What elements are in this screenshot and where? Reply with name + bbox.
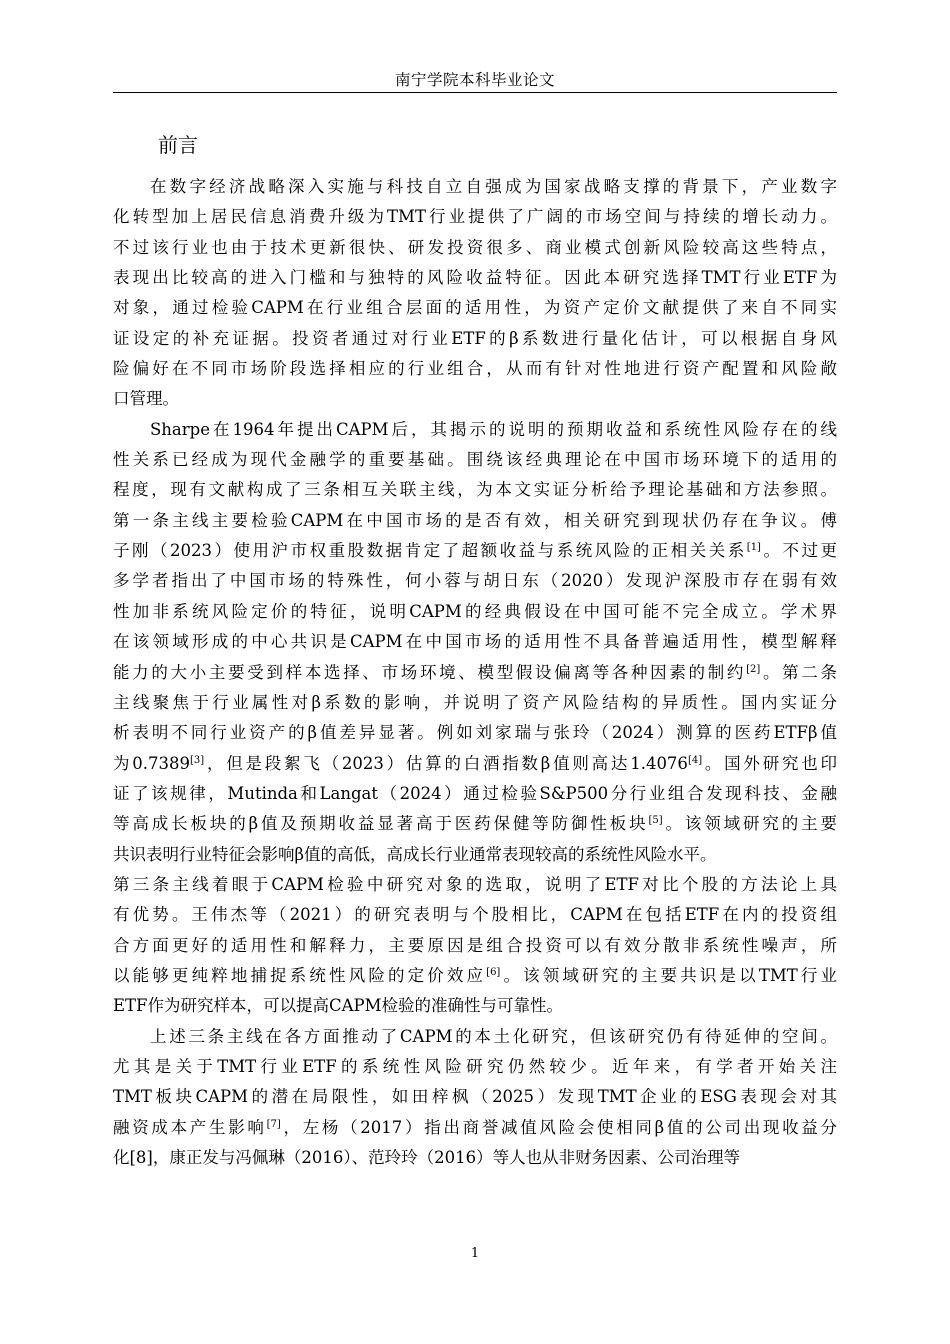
citation-marker: [4] <box>687 754 703 766</box>
citation-marker: [6] <box>486 966 501 978</box>
line-text: 证设定的补充证据。投资者通过对行业ETF的β系数进行量化估计，可以根据自身风 <box>113 328 837 348</box>
citation-marker: [3] <box>190 754 205 766</box>
text-line <box>113 1113 837 1143</box>
text-line <box>113 779 837 809</box>
text-line <box>113 384 837 414</box>
line-text: 以能够更纯粹地捕捉系统性风险的定价效应 <box>113 965 487 985</box>
line-text: 。不过更 <box>760 541 838 561</box>
text-line <box>113 263 837 293</box>
line-text: 等高成长板块的β值及预期收益显著高于医药保健等防御性板块 <box>113 814 649 834</box>
line-text: 对象，通过检验CAPM在行业组合层面的适用性，为资产定价文献提供了来自不同实 <box>113 298 837 318</box>
citation-marker: [2] <box>746 663 761 675</box>
line-text: 性加非系统风险定价的特征，说明CAPM的经典假设在中国可能不完全成立。学术界 <box>113 601 837 621</box>
line-text: 证了该规律，Mutinda和Langat（2024）通过检验S&P500分行业组合发现科技、金融 <box>113 783 837 803</box>
citation-marker: [5] <box>648 815 663 827</box>
text-line <box>113 627 837 657</box>
text-line <box>113 961 837 991</box>
line-text: TMT板块CAPM的潜在局限性，如田梓枫（2025）发现TMT企业的ESG表现会对其 <box>113 1087 837 1107</box>
line-text: 程度，现有文献构成了三条相互关联主线，为本文实证分析给予理论基础和方法参照。 <box>113 480 837 500</box>
body-text <box>113 172 837 1173</box>
text-line <box>113 1052 837 1082</box>
text-line <box>113 1022 837 1052</box>
line-text: 。第二条 <box>760 662 838 682</box>
line-text: ETF作为研究样本，可以提高CAPM检验的准确性与可靠性。 <box>113 996 564 1016</box>
text-line <box>113 840 837 870</box>
paragraph <box>113 172 837 415</box>
line-text: ，但是段絮飞（2023）估算的白酒指数β值则高达1.4076 <box>204 753 688 773</box>
line-text: 主线聚焦于行业属性对β系数的影响，并说明了资产风险结构的异质性。国内实证分 <box>113 692 837 712</box>
text-line <box>113 1143 837 1173</box>
line-text: 上述三条主线在各方面推动了CAPM的本土化研究，但该研究仍有待延伸的空间。 <box>150 1026 837 1046</box>
text-line <box>113 475 837 505</box>
text-line <box>113 172 837 202</box>
header-rule <box>113 92 837 93</box>
text-line <box>113 506 837 536</box>
section-title: 前言 <box>158 133 198 157</box>
citation-marker: [7] <box>266 1118 281 1130</box>
line-text: 子刚（2023）使用沪市权重股数据肯定了超额收益与系统风险的正相关关系 <box>113 541 747 561</box>
line-text: 合方面更好的适用性和解释力，主要原因是组合投资可以有效分散非系统性噪声，所 <box>113 935 837 955</box>
text-line <box>113 718 837 748</box>
line-text: 险偏好在不同市场阶段选择相应的行业组合，从而有针对性地进行资产配置和风险敞 <box>113 359 837 379</box>
line-text: 口管理。 <box>113 389 179 409</box>
page-number: 1 <box>470 1246 480 1261</box>
line-text: 。国外研究也印 <box>702 753 838 773</box>
text-line <box>113 202 837 232</box>
text-line <box>113 658 837 688</box>
line-text: 性关系已经成为现代金融学的重要基础。围绕该经典理论在中国市场环境下的适用的 <box>113 450 837 470</box>
line-text: 。该领域研究的主要 <box>662 814 837 834</box>
line-text: 在该领域形成的中心共识是CAPM在中国市场的适用性不具备普遍适用性，模型解释 <box>113 632 837 652</box>
line-text: Sharpe在1964年提出CAPM后，其揭示的说明的预期收益和系统性风险存在的线 <box>150 419 837 439</box>
text-line <box>113 870 837 900</box>
line-text: 第一条主线主要检验CAPM在中国市场的是否有效，相关研究到现状仍存在争议。傅 <box>113 510 837 530</box>
text-line <box>113 324 837 354</box>
line-text: 化[8]，康正发与冯佩琳（2016）、范玲玲（2016）等人也从非财务因素、公司治理等 <box>113 1148 741 1167</box>
line-text: 第三条主线着眼于CAPM检验中研究对象的选取，说明了ETF对比个股的方法论上具 <box>113 874 837 894</box>
text-line <box>113 354 837 384</box>
running-header: 南宁学院本科毕业论文 <box>394 71 555 89</box>
line-text: ，左杨（2017）指出商誉减值风险会使相同β值的公司出现收益分 <box>280 1117 838 1137</box>
text-line <box>113 293 837 323</box>
line-text: 有优势。王伟杰等（2021）的研究表明与个股相比，CAPM在包括ETF在内的投资组 <box>113 905 837 925</box>
citation-marker: [1] <box>746 542 761 554</box>
text-line <box>113 688 837 718</box>
text-line <box>113 749 837 779</box>
line-text: 融资成本产生影响 <box>113 1117 267 1137</box>
line-text: 尤其是关于TMT行业ETF的系统性风险研究仍然较少。近年来，有学者开始关注 <box>113 1056 837 1076</box>
line-text: 多学者指出了中国市场的特殊性，何小蓉与胡日东（2020）发现沪深股市存在弱有效 <box>113 571 837 591</box>
text-line <box>113 809 837 839</box>
text-line <box>113 931 837 961</box>
line-text: 不过该行业也由于技术更新很快、研发投资很多、商业模式创新风险较高这些特点， <box>113 237 837 257</box>
paragraph <box>113 1022 837 1174</box>
line-text: 。该领域研究的主要共识是以TMT行业 <box>500 965 837 985</box>
text-line <box>113 597 837 627</box>
paragraph <box>113 415 837 1022</box>
line-text: 析表明不同行业资产的β值差异显著。例如刘家瑞与张玲（2024）测算的医药ETFβ值 <box>113 723 837 743</box>
text-line <box>113 991 837 1021</box>
line-text: 化转型加上居民信息消费升级为TMT行业提供了广阔的市场空间与持续的增长动力。 <box>113 207 837 227</box>
text-line <box>113 536 837 566</box>
line-text: 能力的大小主要受到样本选择、市场环境、模型假设偏离等各种因素的制约 <box>113 662 747 682</box>
line-text: 共识表明行业特征会影响β值的高低，高成长行业通常表现较高的系统性风险水平。 <box>113 844 717 864</box>
text-line <box>113 1082 837 1112</box>
text-line <box>113 566 837 596</box>
text-line <box>113 445 837 475</box>
text-line <box>113 415 837 445</box>
text-line <box>113 900 837 930</box>
text-line <box>113 233 837 263</box>
line-text: 在数字经济战略深入实施与科技自立自强成为国家战略支撑的背景下，产业数字 <box>150 177 837 196</box>
line-text: 表现出比较高的进入门槛和与独特的风险收益特征。因此本研究选择TMT行业ETF为 <box>113 268 837 288</box>
line-text: 为0.7389 <box>113 753 191 773</box>
